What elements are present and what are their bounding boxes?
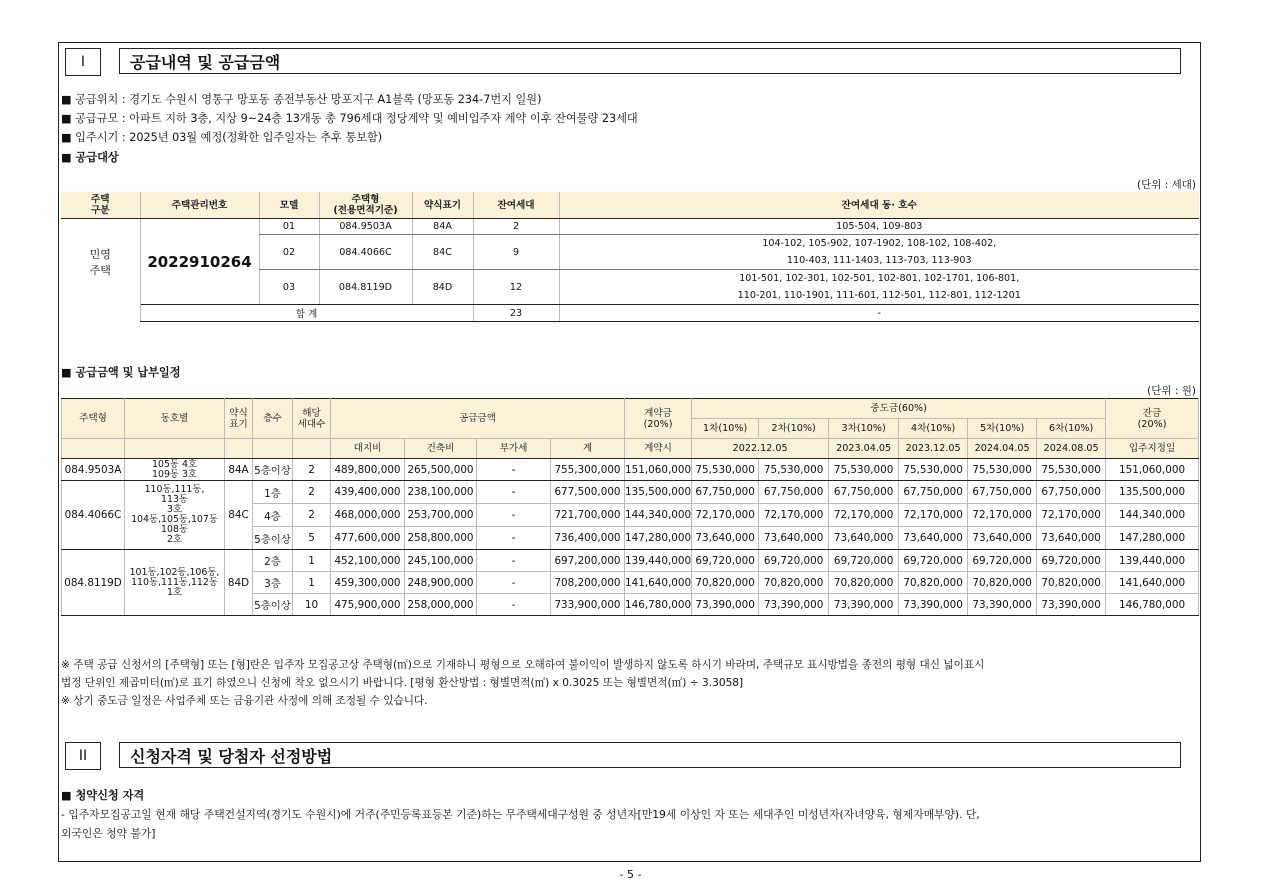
qualification-line-2: 외국인은 청약 불가] bbox=[61, 827, 156, 840]
table-cell: 2 bbox=[293, 504, 331, 527]
price-heading: ■ 공급금액 및 납부일정 bbox=[61, 366, 181, 379]
th-middle-payment: 중도금(60%) bbox=[692, 399, 1106, 419]
table-cell: 69,720,000 bbox=[829, 550, 899, 572]
table-cell: 1층 bbox=[253, 481, 293, 504]
table-cell: 01 bbox=[259, 219, 319, 235]
table-cell: 721,700,000 bbox=[551, 504, 625, 527]
table-cell: 477,600,000 bbox=[331, 527, 405, 550]
table-cell: 755,300,000 bbox=[551, 459, 625, 481]
th-sum: 계 bbox=[551, 439, 625, 459]
move-in-date: ■ 입주시기 : 2025년 03월 예정(정확한 입주일자는 추후 통보함) bbox=[61, 131, 383, 144]
mgmt-number: 2022910264 bbox=[140, 219, 259, 305]
table-cell: 73,640,000 bbox=[829, 527, 899, 550]
price-schedule-table bbox=[61, 398, 1199, 616]
table-cell: 72,170,000 bbox=[899, 504, 968, 527]
th-remain-units: 잔여세대 동· 호수 bbox=[559, 192, 1199, 219]
table-cell: 73,640,000 bbox=[899, 527, 968, 550]
table-cell: 101-501, 102-301, 102-501, 102-801, 102-1701, 106-801, bbox=[559, 270, 1199, 288]
table-cell: 67,750,000 bbox=[759, 481, 829, 504]
th-mid-1: 1차(10%) bbox=[692, 419, 759, 439]
th-floor: 층수 bbox=[253, 399, 293, 439]
table-cell: 146,780,000 bbox=[1106, 594, 1199, 616]
table-cell: 105동 4호 109동 3호 bbox=[125, 459, 225, 481]
th-blank bbox=[125, 439, 225, 459]
table-cell: 677,500,000 bbox=[551, 481, 625, 504]
table-cell: 73,640,000 bbox=[759, 527, 829, 550]
note-3: ※ 상기 중도금 일정은 사업주체 또는 금융기관 사정에 의해 조정될 수 있습니다. bbox=[61, 695, 428, 707]
table-cell: 110-201, 110-1901, 111-601, 112-501, 112-801, 112-1201 bbox=[559, 287, 1199, 305]
table-cell: 73,390,000 bbox=[829, 594, 899, 616]
th-balance-when: 입주지정일 bbox=[1106, 439, 1199, 459]
table-cell: - bbox=[477, 572, 551, 594]
table-cell: 238,100,000 bbox=[405, 481, 477, 504]
supply-scale: ■ 공급규모 : 아파트 지하 3층, 지상 9~24층 13개동 총 796세대 정당계약 및 예비입주자 계약 이후 잔여물량 23세대 bbox=[61, 112, 638, 125]
th-model: 모델 bbox=[259, 192, 319, 219]
table-cell: 03 bbox=[259, 270, 319, 305]
th-land: 대지비 bbox=[331, 439, 405, 459]
table-cell: 468,000,000 bbox=[331, 504, 405, 527]
table-cell: 708,200,000 bbox=[551, 572, 625, 594]
section-2-number: II bbox=[65, 742, 101, 770]
th-contract: 계약금 (20%) bbox=[625, 399, 692, 439]
table-cell: 9 bbox=[473, 235, 559, 270]
table-cell: 84C bbox=[225, 481, 253, 550]
table-cell: 69,720,000 bbox=[968, 550, 1037, 572]
table-cell: 135,500,000 bbox=[625, 481, 692, 504]
table-cell: 5층이상 bbox=[253, 527, 293, 550]
table-cell: 70,820,000 bbox=[968, 572, 1037, 594]
table-cell: 147,280,000 bbox=[625, 527, 692, 550]
table-cell: 02 bbox=[259, 235, 319, 270]
table-cell: 146,780,000 bbox=[625, 594, 692, 616]
table-cell: 084.4066C bbox=[62, 481, 125, 550]
th-building: 건축비 bbox=[405, 439, 477, 459]
table-cell: - bbox=[477, 527, 551, 550]
table-cell: 75,530,000 bbox=[968, 459, 1037, 481]
table-cell: 73,640,000 bbox=[968, 527, 1037, 550]
table-cell: 84C bbox=[412, 235, 473, 270]
table-cell: 4층 bbox=[253, 504, 293, 527]
th-remain: 잔여세대 bbox=[473, 192, 559, 219]
table-cell: 70,820,000 bbox=[1037, 572, 1106, 594]
th-blank bbox=[62, 439, 125, 459]
table-cell: 75,530,000 bbox=[1037, 459, 1106, 481]
section-2-header bbox=[65, 742, 1181, 770]
th-vat: 부가세 bbox=[477, 439, 551, 459]
th-households: 해당 세대수 bbox=[293, 399, 331, 439]
table-cell: 69,720,000 bbox=[899, 550, 968, 572]
table-cell: 69,720,000 bbox=[1037, 550, 1106, 572]
table-cell: 248,900,000 bbox=[405, 572, 477, 594]
table-cell: 084.9503A bbox=[62, 459, 125, 481]
table-cell: 84A bbox=[225, 459, 253, 481]
table-cell: 452,100,000 bbox=[331, 550, 405, 572]
th-mgmt-no: 주택관리번호 bbox=[140, 192, 259, 219]
table-cell: 12 bbox=[473, 270, 559, 305]
table-cell: 73,390,000 bbox=[899, 594, 968, 616]
table-cell: 5 bbox=[293, 527, 331, 550]
table-cell: 101동,102동,106동, 110동,111동,112동 1호 bbox=[125, 550, 225, 616]
table-cell: 2 bbox=[473, 219, 559, 235]
th-mid-5: 5차(10%) bbox=[968, 419, 1037, 439]
th-mid-2: 2차(10%) bbox=[759, 419, 829, 439]
table-cell: 110동,111동, 113동 3호 104동,105동,107동 108동 2호 bbox=[125, 481, 225, 550]
th-mid-3: 3차(10%) bbox=[829, 419, 899, 439]
th-blank bbox=[293, 439, 331, 459]
table-cell: 084.9503A bbox=[319, 219, 412, 235]
note-1: ※ 주택 공급 신청서의 [주택형] 또는 [형]란은 입주자 모집공고상 주택형(㎡)으로 기재하니 평형으로 오해하여 불이익이 발생하지 않도록 하시기 바라며, 주택규모 표시방법을 종전의 평형 대신 넓이표시 bbox=[61, 659, 985, 671]
table-cell: 105-504, 109-803 bbox=[559, 219, 1199, 235]
section-1-title: 공급내역 및 공급금액 bbox=[119, 48, 1181, 74]
house-division: 민영 주택 bbox=[89, 247, 111, 277]
table-cell: 439,400,000 bbox=[331, 481, 405, 504]
unit-households: (단위 : 세대) bbox=[1137, 179, 1196, 191]
table-cell: 5층이상 bbox=[253, 594, 293, 616]
table-cell: 72,170,000 bbox=[692, 504, 759, 527]
table-cell: 67,750,000 bbox=[968, 481, 1037, 504]
table-cell: 2 bbox=[293, 481, 331, 504]
table-cell: 84A bbox=[412, 219, 473, 235]
th-supply-price: 공급금액 bbox=[331, 399, 625, 439]
table-cell: 2층 bbox=[253, 550, 293, 572]
th-mid-date-12: 2022.12.05 bbox=[692, 439, 829, 459]
table-cell: 75,530,000 bbox=[692, 459, 759, 481]
table-cell: 67,750,000 bbox=[899, 481, 968, 504]
table-cell: 733,900,000 bbox=[551, 594, 625, 616]
table-cell: 736,400,000 bbox=[551, 527, 625, 550]
table-cell: - bbox=[477, 504, 551, 527]
th-short: 약식 표기 bbox=[225, 399, 253, 439]
table-cell: 72,170,000 bbox=[1037, 504, 1106, 527]
table-cell: 489,800,000 bbox=[331, 459, 405, 481]
table-cell: 258,000,000 bbox=[405, 594, 477, 616]
page-frame bbox=[58, 42, 1201, 862]
table-cell: 73,640,000 bbox=[1037, 527, 1106, 550]
table-cell: 084.4066C bbox=[319, 235, 412, 270]
qualification-heading: ■ 청약신청 자격 bbox=[61, 789, 145, 802]
table-cell: 70,820,000 bbox=[899, 572, 968, 594]
section-1-header bbox=[65, 48, 1181, 76]
table-cell: 1 bbox=[293, 572, 331, 594]
th-mid-date-6: 2024.08.05 bbox=[1037, 439, 1106, 459]
table-cell: 144,340,000 bbox=[625, 504, 692, 527]
table-cell: 84D bbox=[412, 270, 473, 305]
table-cell: 72,170,000 bbox=[829, 504, 899, 527]
table-cell bbox=[61, 305, 140, 322]
table-cell: 73,390,000 bbox=[759, 594, 829, 616]
unit-won: (단위 : 원) bbox=[1147, 385, 1196, 397]
th-blank bbox=[225, 439, 253, 459]
table-cell: 139,440,000 bbox=[1106, 550, 1199, 572]
table-cell: 75,530,000 bbox=[829, 459, 899, 481]
th-balance: 잔금 (20%) bbox=[1106, 399, 1199, 439]
table-cell: 258,800,000 bbox=[405, 527, 477, 550]
th-blank bbox=[253, 439, 293, 459]
total-units: - bbox=[559, 305, 1199, 322]
table-cell: - bbox=[477, 481, 551, 504]
table-cell: 144,340,000 bbox=[1106, 504, 1199, 527]
table-cell: 69,720,000 bbox=[692, 550, 759, 572]
table-cell: 5층이상 bbox=[253, 459, 293, 481]
table-cell: 459,300,000 bbox=[331, 572, 405, 594]
th-dong: 동호별 bbox=[125, 399, 225, 439]
table-cell: 73,640,000 bbox=[692, 527, 759, 550]
table-cell: 72,170,000 bbox=[968, 504, 1037, 527]
table-cell: - bbox=[477, 594, 551, 616]
table-cell: 10 bbox=[293, 594, 331, 616]
table-cell: 67,750,000 bbox=[692, 481, 759, 504]
table-cell: 75,530,000 bbox=[899, 459, 968, 481]
table-cell: 253,700,000 bbox=[405, 504, 477, 527]
table-cell: 139,440,000 bbox=[625, 550, 692, 572]
th-house-type: 주택형 (전용면적기준) bbox=[319, 192, 412, 219]
table-cell: 73,390,000 bbox=[968, 594, 1037, 616]
table-cell: 151,060,000 bbox=[1106, 459, 1199, 481]
supply-target-table bbox=[61, 192, 1199, 322]
table-cell: 70,820,000 bbox=[829, 572, 899, 594]
table-cell: 697,200,000 bbox=[551, 550, 625, 572]
table-cell: 75,530,000 bbox=[759, 459, 829, 481]
section-1-number: I bbox=[65, 48, 101, 76]
table-cell: 73,390,000 bbox=[1037, 594, 1106, 616]
table-cell: 70,820,000 bbox=[759, 572, 829, 594]
section-2-title: 신청자격 및 당첨자 선정방법 bbox=[119, 742, 1181, 768]
table-cell: 67,750,000 bbox=[829, 481, 899, 504]
total-remain: 23 bbox=[473, 305, 559, 322]
table-cell: 3층 bbox=[253, 572, 293, 594]
table-cell: 67,750,000 bbox=[1037, 481, 1106, 504]
table-cell: 70,820,000 bbox=[692, 572, 759, 594]
table-cell: 141,640,000 bbox=[625, 572, 692, 594]
table-cell: 1 bbox=[293, 550, 331, 572]
supply-location: ■ 공급위치 : 경기도 수원시 영통구 망포동 종전부동산 망포지구 A1블록 (망포동 234-7번지 일원) bbox=[61, 93, 542, 106]
table-cell: 141,640,000 bbox=[1106, 572, 1199, 594]
table-cell: 265,500,000 bbox=[405, 459, 477, 481]
table-cell: 73,390,000 bbox=[692, 594, 759, 616]
table-cell: 084.8119D bbox=[319, 270, 412, 305]
table-cell: 104-102, 105-902, 107-1902, 108-102, 108-402, bbox=[559, 235, 1199, 253]
table-cell: 135,500,000 bbox=[1106, 481, 1199, 504]
th-contract-when: 계약시 bbox=[625, 439, 692, 459]
th-mid-date-5: 2024.04.05 bbox=[968, 439, 1037, 459]
table-cell: 2 bbox=[293, 459, 331, 481]
supply-target-heading: ■ 공급대상 bbox=[61, 151, 119, 164]
table-cell: - bbox=[477, 459, 551, 481]
total-label: 합 계 bbox=[140, 305, 473, 322]
table-cell: 245,100,000 bbox=[405, 550, 477, 572]
table-cell: 69,720,000 bbox=[759, 550, 829, 572]
th-house-type: 주택형 bbox=[62, 399, 125, 439]
table-cell: 084.8119D bbox=[62, 550, 125, 616]
th-short: 약식표기 bbox=[412, 192, 473, 219]
th-mid-4: 4차(10%) bbox=[899, 419, 968, 439]
th-mid-date-4: 2023.12.05 bbox=[899, 439, 968, 459]
th-house-division: 주택 구분 bbox=[61, 192, 140, 219]
table-cell: 110-403, 111-1403, 113-703, 113-903 bbox=[559, 252, 1199, 270]
page-number: - 5 - bbox=[619, 868, 642, 881]
table-cell: - bbox=[477, 550, 551, 572]
note-2: 법정 단위인 제곱미터(㎡)로 표기 하였으니 신청에 착오 없으시기 바랍니다. [평형 환산방법 : 형별면적(㎡) x 0.3025 또는 형별면적(㎡) ÷ 3.3058] bbox=[61, 677, 744, 689]
qualification-line-1: - 입주자모집공고일 현재 해당 주택건설지역(경기도 수원시)에 거주(주민등록표등본 기준)하는 무주택세대구성원 중 성년자[만19세 이상인 자 또는 세대주인 미성년자(자녀양육, 형제자매부양). 단, bbox=[61, 808, 980, 821]
th-mid-date-3: 2023.04.05 bbox=[829, 439, 899, 459]
table-cell: 475,900,000 bbox=[331, 594, 405, 616]
table-cell: 84D bbox=[225, 550, 253, 616]
table-cell: 147,280,000 bbox=[1106, 527, 1199, 550]
table-cell: 72,170,000 bbox=[759, 504, 829, 527]
th-mid-6: 6차(10%) bbox=[1037, 419, 1106, 439]
table-cell: 151,060,000 bbox=[625, 459, 692, 481]
